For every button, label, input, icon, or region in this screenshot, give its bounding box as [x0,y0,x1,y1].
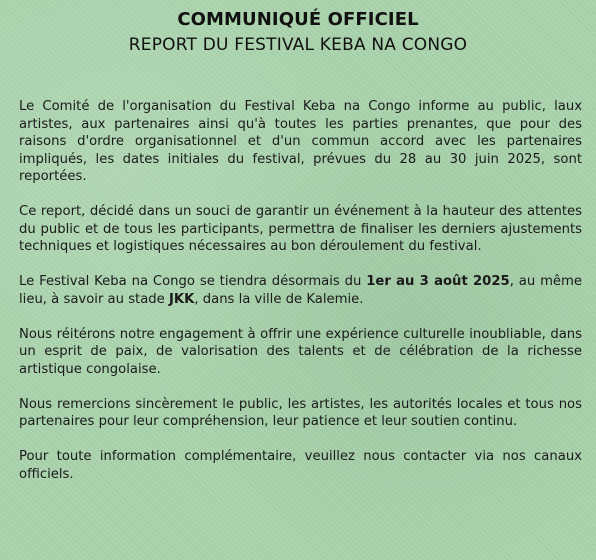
paragraph-announcement: Le Comité de l'organisation du Festival Keba na Congo informe au public, laux artistes, aux partenaires ainsi qu'à toutes les parties prenantes, que pour des raisons d'ordre organisationnel et d'un commun accord avec les partenaires impliqués, les dates initiales du festival, prévues du 28 au 30 juin 2025, sont reportées. [19,99,582,184]
paragraph-new-dates [19,273,582,308]
venue-name: JKK [169,291,195,307]
paragraph-contact: Pour toute information complémentaire, veuillez nous contacter via nos canaux officiels. [19,449,582,482]
new-dates-value: 1er au 3 août 2025 [366,274,510,289]
document-body [19,98,582,483]
paragraph-thanks: Nous remercions sincèrement le public, les artistes, les autorités locales et tous nos partenaires pour leur compréhension, leur patience et leur soutien continu. [19,396,582,429]
paragraph-commitment: Nous réitérons notre engagement à offrir une expérience culturelle inoubliable, dans un esprit de paix, de valorisation des talents et de célébration de la richesse artistique congolaise. [19,326,582,377]
new-dates-text-middle: , au même lieu, à savoir au stade [19,274,582,307]
document-title: COMMUNIQUÉ OFFICIEL [177,9,419,30]
paragraph-reason: Ce report, décidé dans un souci de garantir un événement à la hauteur des attentes du public et de tous les participants, permettra de finaliser les derniers ajustements techniques et logistiques nécessaires au bon déroulement du festival. [19,204,582,254]
new-dates-text-before: Le Festival Keba na Congo se tiendra désormais du [19,274,367,289]
new-dates-text-after: , dans la ville de Kalemie. [194,291,364,307]
document-subtitle: REPORT DU FESTIVAL KEBA NA CONGO [128,35,468,55]
